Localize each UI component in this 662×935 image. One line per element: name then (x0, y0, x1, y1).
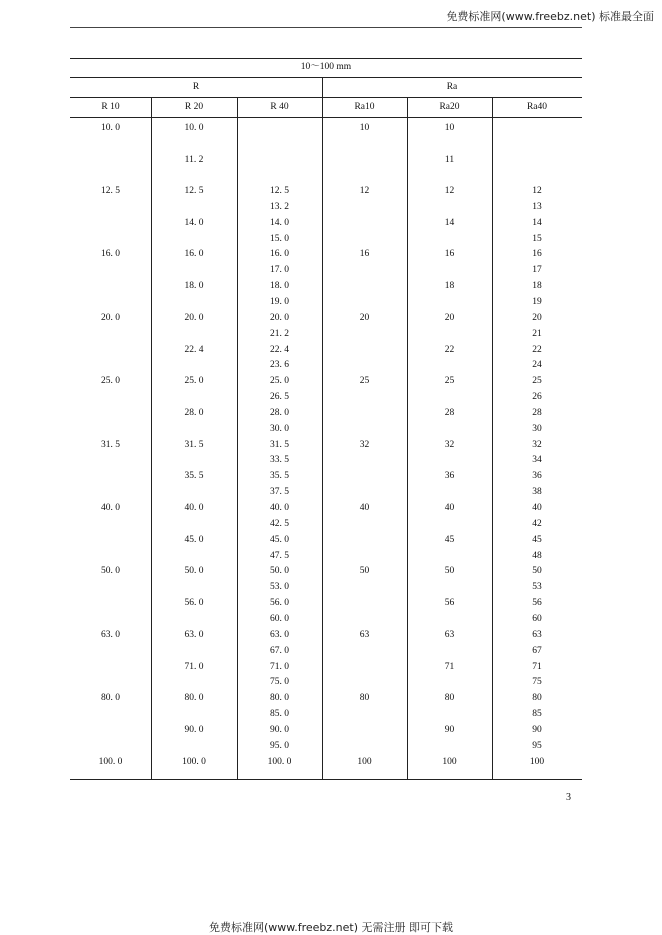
cell-ra10 (322, 423, 407, 435)
cell-r10 (70, 217, 151, 229)
cell-ra40: 15 (532, 233, 542, 244)
cell-r20 (151, 264, 237, 276)
cell-r40: 95. 0 (270, 740, 289, 751)
cell-ra20 (407, 645, 492, 657)
cell-ra40 (492, 154, 582, 166)
cell-r40 (237, 122, 322, 134)
cell-r40: 13. 2 (270, 201, 289, 212)
cell-r20: 45. 0 (184, 534, 204, 545)
cell-ra40: 14 (532, 217, 542, 228)
cell-ra20 (407, 454, 492, 466)
cell-ra20 (407, 550, 492, 562)
range-label: 10～100 mm (300, 62, 352, 72)
cell-ra40: 95 (532, 740, 542, 751)
cell-r20: 80. 0 (184, 693, 204, 704)
table-top-rule (70, 58, 582, 59)
cell-ra10 (322, 359, 407, 371)
cell-r10 (70, 581, 151, 593)
cell-ra10 (322, 296, 407, 308)
cell-ra40: 50 (532, 566, 542, 577)
cell-r10: 10. 0 (101, 123, 120, 133)
cell-r40: 80. 0 (270, 693, 289, 704)
cell-ra40: 26 (532, 392, 542, 402)
cell-r10 (70, 280, 151, 292)
cell-ra40: 45 (532, 534, 542, 545)
cell-ra10 (322, 328, 407, 340)
cell-ra10 (322, 724, 407, 736)
cell-r40: 56. 0 (270, 598, 289, 609)
cell-r20 (151, 645, 237, 657)
cell-r40: 12. 5 (270, 186, 289, 196)
site-banner-top: 免费标准网(www.freebz.net) 标准最全面 (446, 10, 654, 23)
cell-ra10: 16 (359, 249, 370, 260)
cell-r40: 33. 5 (270, 455, 289, 466)
cell-r10 (70, 708, 151, 720)
cell-r10 (70, 328, 151, 340)
cell-ra20: 56 (444, 598, 455, 609)
cell-ra20 (407, 423, 492, 435)
cell-ra20 (407, 328, 492, 340)
cell-ra20: 32 (444, 439, 455, 450)
cell-r20: 28. 0 (184, 407, 204, 418)
cell-ra10 (322, 344, 407, 356)
cell-ra20 (407, 486, 492, 498)
cell-r20: 14. 0 (184, 217, 204, 228)
cell-ra40: 48 (532, 550, 542, 561)
cell-r20 (151, 328, 237, 340)
cell-ra20: 12 (444, 186, 455, 196)
cell-r10: 20. 0 (101, 312, 120, 323)
cell-ra20: 28 (444, 407, 455, 418)
cell-ra10: 40 (359, 503, 370, 513)
cell-ra20 (407, 581, 492, 593)
cell-r40: 71. 0 (270, 661, 289, 672)
cell-r10 (70, 407, 151, 419)
cell-r10 (70, 645, 151, 657)
group-header-r: R (192, 82, 200, 92)
cell-r20: 63. 0 (184, 629, 204, 640)
cell-r20 (151, 359, 237, 371)
column-header-ra20: Ra20 (439, 102, 460, 112)
cell-r20: 71. 0 (184, 661, 204, 672)
cell-r10 (70, 550, 151, 562)
header-rule (70, 27, 582, 28)
cell-r40: 18. 0 (270, 281, 289, 292)
cell-ra10 (322, 391, 407, 403)
cell-ra10 (322, 581, 407, 593)
cell-r20 (151, 233, 237, 245)
column-header-r20: R 20 (184, 102, 204, 112)
cell-r20 (151, 423, 237, 435)
cell-r10 (70, 724, 151, 736)
cell-r40: 17. 0 (270, 265, 289, 276)
cell-ra20: 40 (444, 503, 455, 513)
cell-ra10 (322, 708, 407, 720)
range-rule (70, 77, 582, 78)
cell-ra20 (407, 391, 492, 403)
cell-r10 (70, 359, 151, 371)
column-header-ra10: Ra10 (354, 102, 375, 112)
cell-r40: 28. 0 (270, 407, 289, 418)
cell-r40: 50. 0 (270, 566, 289, 577)
cell-ra40: 75 (532, 677, 542, 688)
cell-ra10: 20 (359, 312, 370, 323)
cell-ra20: 71 (444, 661, 455, 672)
cell-ra20: 90 (444, 724, 455, 735)
cell-ra40: 53 (532, 582, 542, 593)
cell-r10: 12. 5 (101, 186, 120, 196)
cell-r40: 35. 5 (270, 471, 289, 482)
cell-ra40: 36 (532, 471, 542, 482)
cell-r10 (70, 264, 151, 276)
cell-r40: 40. 0 (270, 503, 289, 513)
cell-r20: 90. 0 (184, 724, 204, 735)
cell-r40: 23. 6 (270, 360, 289, 371)
cell-ra40: 13 (532, 201, 542, 212)
cell-r40: 67. 0 (270, 645, 289, 656)
table-bottom-rule (70, 779, 582, 780)
cell-r40: 15. 0 (270, 233, 289, 244)
cell-r40: 37. 5 (270, 487, 289, 498)
cell-ra10 (322, 454, 407, 466)
cell-r40: 21. 2 (270, 328, 289, 339)
cell-ra20 (407, 518, 492, 530)
cell-ra40: 56 (532, 598, 542, 609)
cell-ra20: 20 (444, 312, 455, 323)
cell-r20: 100. 0 (182, 756, 206, 767)
cell-ra10 (322, 740, 407, 752)
cell-r10: 40. 0 (101, 503, 120, 513)
cell-r40: 14. 0 (270, 217, 289, 228)
cell-r40: 47. 5 (270, 550, 289, 561)
site-banner-bottom: 免费标准网(www.freebz.net) 无需注册 即可下载 (208, 921, 454, 934)
cell-r20: 35. 5 (184, 471, 204, 482)
cell-r10 (70, 423, 151, 435)
cell-ra20: 25 (444, 376, 455, 387)
cell-ra10 (322, 233, 407, 245)
cell-r40: 100. 0 (267, 756, 292, 767)
cell-ra10 (322, 661, 407, 673)
cell-ra40: 20 (532, 312, 542, 323)
cell-r40: 30. 0 (270, 423, 289, 434)
cell-ra10 (322, 518, 407, 530)
cell-ra40: 85 (532, 709, 542, 719)
cell-ra20: 18 (444, 281, 455, 292)
cell-r40: 25. 0 (270, 376, 289, 387)
cell-ra20 (407, 233, 492, 245)
cell-ra40: 32 (532, 439, 542, 450)
cell-ra10: 80 (359, 693, 370, 704)
cell-r20: 18. 0 (184, 281, 204, 292)
cell-ra40: 30 (532, 423, 542, 434)
page-number: 3 (566, 792, 571, 803)
cell-ra40: 80 (532, 693, 542, 704)
cell-ra40 (492, 122, 582, 134)
column-header-r40: R 40 (270, 102, 289, 112)
cell-ra40: 100 (529, 756, 545, 767)
cell-ra40: 90 (532, 724, 542, 735)
cell-r40 (237, 154, 322, 166)
cell-ra40: 24 (532, 360, 542, 371)
cell-r20 (151, 201, 237, 213)
cell-r10: 31. 5 (101, 439, 120, 450)
cell-ra40: 38 (532, 487, 542, 498)
cell-r40: 26. 5 (270, 392, 289, 402)
cell-r10 (70, 454, 151, 466)
cell-r20: 10. 0 (184, 123, 204, 133)
cell-r10 (70, 470, 151, 482)
cell-r20 (151, 518, 237, 530)
cell-ra40: 21 (532, 328, 542, 339)
cell-ra10 (322, 645, 407, 657)
cell-r20: 56. 0 (184, 598, 204, 609)
cell-r20 (151, 740, 237, 752)
cell-ra10 (322, 676, 407, 688)
cell-ra10 (322, 534, 407, 546)
cell-ra10: 12 (359, 186, 370, 196)
cell-r40: 42. 5 (270, 518, 289, 529)
cell-ra10: 32 (359, 439, 370, 450)
cell-r20 (151, 613, 237, 625)
cell-r10 (70, 154, 151, 166)
cell-ra20 (407, 264, 492, 276)
cell-ra20: 63 (444, 629, 455, 640)
cell-r40: 63. 0 (270, 629, 289, 640)
cell-ra10: 10 (359, 123, 370, 133)
cell-ra10: 100 (357, 756, 372, 767)
cell-ra40: 17 (532, 265, 542, 276)
cell-ra40: 42 (532, 518, 542, 529)
cell-ra40: 60 (532, 614, 542, 624)
cell-ra20: 36 (444, 471, 455, 482)
cell-r10: 100. 0 (98, 756, 123, 767)
cell-r10: 63. 0 (101, 629, 120, 640)
cell-r10: 25. 0 (101, 376, 120, 387)
cell-ra10 (322, 550, 407, 562)
group-rule (70, 97, 582, 98)
cell-r40: 53. 0 (270, 582, 289, 593)
cell-r10 (70, 613, 151, 625)
cell-r40: 22. 4 (270, 344, 289, 355)
cell-ra40: 67 (532, 645, 542, 656)
cell-ra10 (322, 470, 407, 482)
cell-ra20 (407, 296, 492, 308)
cell-ra40: 40 (532, 503, 542, 513)
cell-r10 (70, 661, 151, 673)
cell-ra20 (407, 676, 492, 688)
cell-ra20: 22 (444, 344, 455, 355)
cell-r10: 16. 0 (101, 249, 120, 260)
cell-r20: 25. 0 (184, 376, 204, 387)
cell-r20 (151, 581, 237, 593)
cell-ra20: 80 (444, 693, 455, 704)
cell-ra20 (407, 359, 492, 371)
cell-r10 (70, 201, 151, 213)
cell-r40: 19. 0 (270, 296, 289, 307)
cell-ra20 (407, 201, 492, 213)
cell-ra10 (322, 486, 407, 498)
cell-r20 (151, 391, 237, 403)
cell-ra10: 63 (359, 629, 370, 640)
cell-r40: 16. 0 (270, 249, 289, 260)
cell-ra40: 19 (532, 296, 542, 307)
cell-r10 (70, 233, 151, 245)
column-header-r10: R 10 (101, 102, 120, 112)
cell-ra40: 34 (532, 455, 542, 466)
cell-r10 (70, 391, 151, 403)
cell-ra10: 50 (359, 566, 370, 577)
cell-r10 (70, 296, 151, 308)
cell-ra20 (407, 740, 492, 752)
cell-r40: 20. 0 (270, 312, 289, 323)
cell-ra40: 25 (532, 376, 542, 387)
cell-ra10 (322, 407, 407, 419)
cell-ra10 (322, 280, 407, 292)
group-header-ra: Ra (446, 82, 458, 92)
cell-ra10: 25 (359, 376, 370, 387)
cell-r10 (70, 486, 151, 498)
cell-ra40: 18 (532, 281, 542, 292)
cell-r10 (70, 534, 151, 546)
cell-r20 (151, 454, 237, 466)
cell-ra20 (407, 708, 492, 720)
cell-r10 (70, 518, 151, 530)
cell-r10 (70, 676, 151, 688)
cell-r20 (151, 708, 237, 720)
cell-ra20: 45 (444, 534, 455, 545)
cell-r10 (70, 740, 151, 752)
cell-r20 (151, 486, 237, 498)
column-header-rule (70, 117, 582, 118)
cell-ra40: 28 (532, 407, 542, 418)
cell-r10 (70, 344, 151, 356)
cell-ra40: 16 (532, 249, 542, 260)
cell-ra10 (322, 154, 407, 166)
cell-r20: 11. 2 (184, 155, 204, 165)
cell-r40: 31. 5 (270, 439, 289, 450)
cell-ra10 (322, 217, 407, 229)
cell-r40: 45. 0 (270, 534, 289, 545)
cell-r20 (151, 550, 237, 562)
cell-ra20: 11 (444, 155, 455, 165)
cell-ra40: 71 (532, 661, 542, 672)
cell-ra10 (322, 613, 407, 625)
cell-ra40: 63 (532, 629, 542, 640)
cell-ra40: 12 (532, 186, 542, 196)
cell-r10 (70, 597, 151, 609)
cell-r20: 40. 0 (184, 503, 204, 513)
cell-r20: 16. 0 (184, 249, 204, 260)
cell-r40: 90. 0 (270, 724, 289, 735)
cell-r10: 50. 0 (101, 566, 120, 577)
cell-r20: 31. 5 (184, 439, 204, 450)
column-header-ra40: Ra40 (526, 102, 548, 112)
cell-ra10 (322, 201, 407, 213)
cell-r20: 12. 5 (184, 186, 204, 196)
cell-r20: 20. 0 (184, 312, 204, 323)
cell-r40: 60. 0 (270, 614, 289, 624)
cell-ra20: 10 (444, 123, 455, 133)
cell-ra20: 16 (444, 249, 455, 260)
cell-r20: 22. 4 (184, 344, 204, 355)
cell-r20 (151, 296, 237, 308)
cell-r20: 50. 0 (184, 566, 204, 577)
cell-ra10 (322, 597, 407, 609)
cell-ra20 (407, 613, 492, 625)
cell-ra20: 100 (442, 756, 457, 767)
cell-ra10 (322, 264, 407, 276)
cell-ra40: 22 (532, 344, 542, 355)
cell-ra20: 50 (444, 566, 455, 577)
cell-ra20: 14 (444, 217, 455, 228)
cell-r40: 85. 0 (270, 709, 289, 719)
cell-r40: 75. 0 (270, 677, 289, 688)
cell-r10: 80. 0 (101, 693, 120, 704)
cell-r20 (151, 676, 237, 688)
